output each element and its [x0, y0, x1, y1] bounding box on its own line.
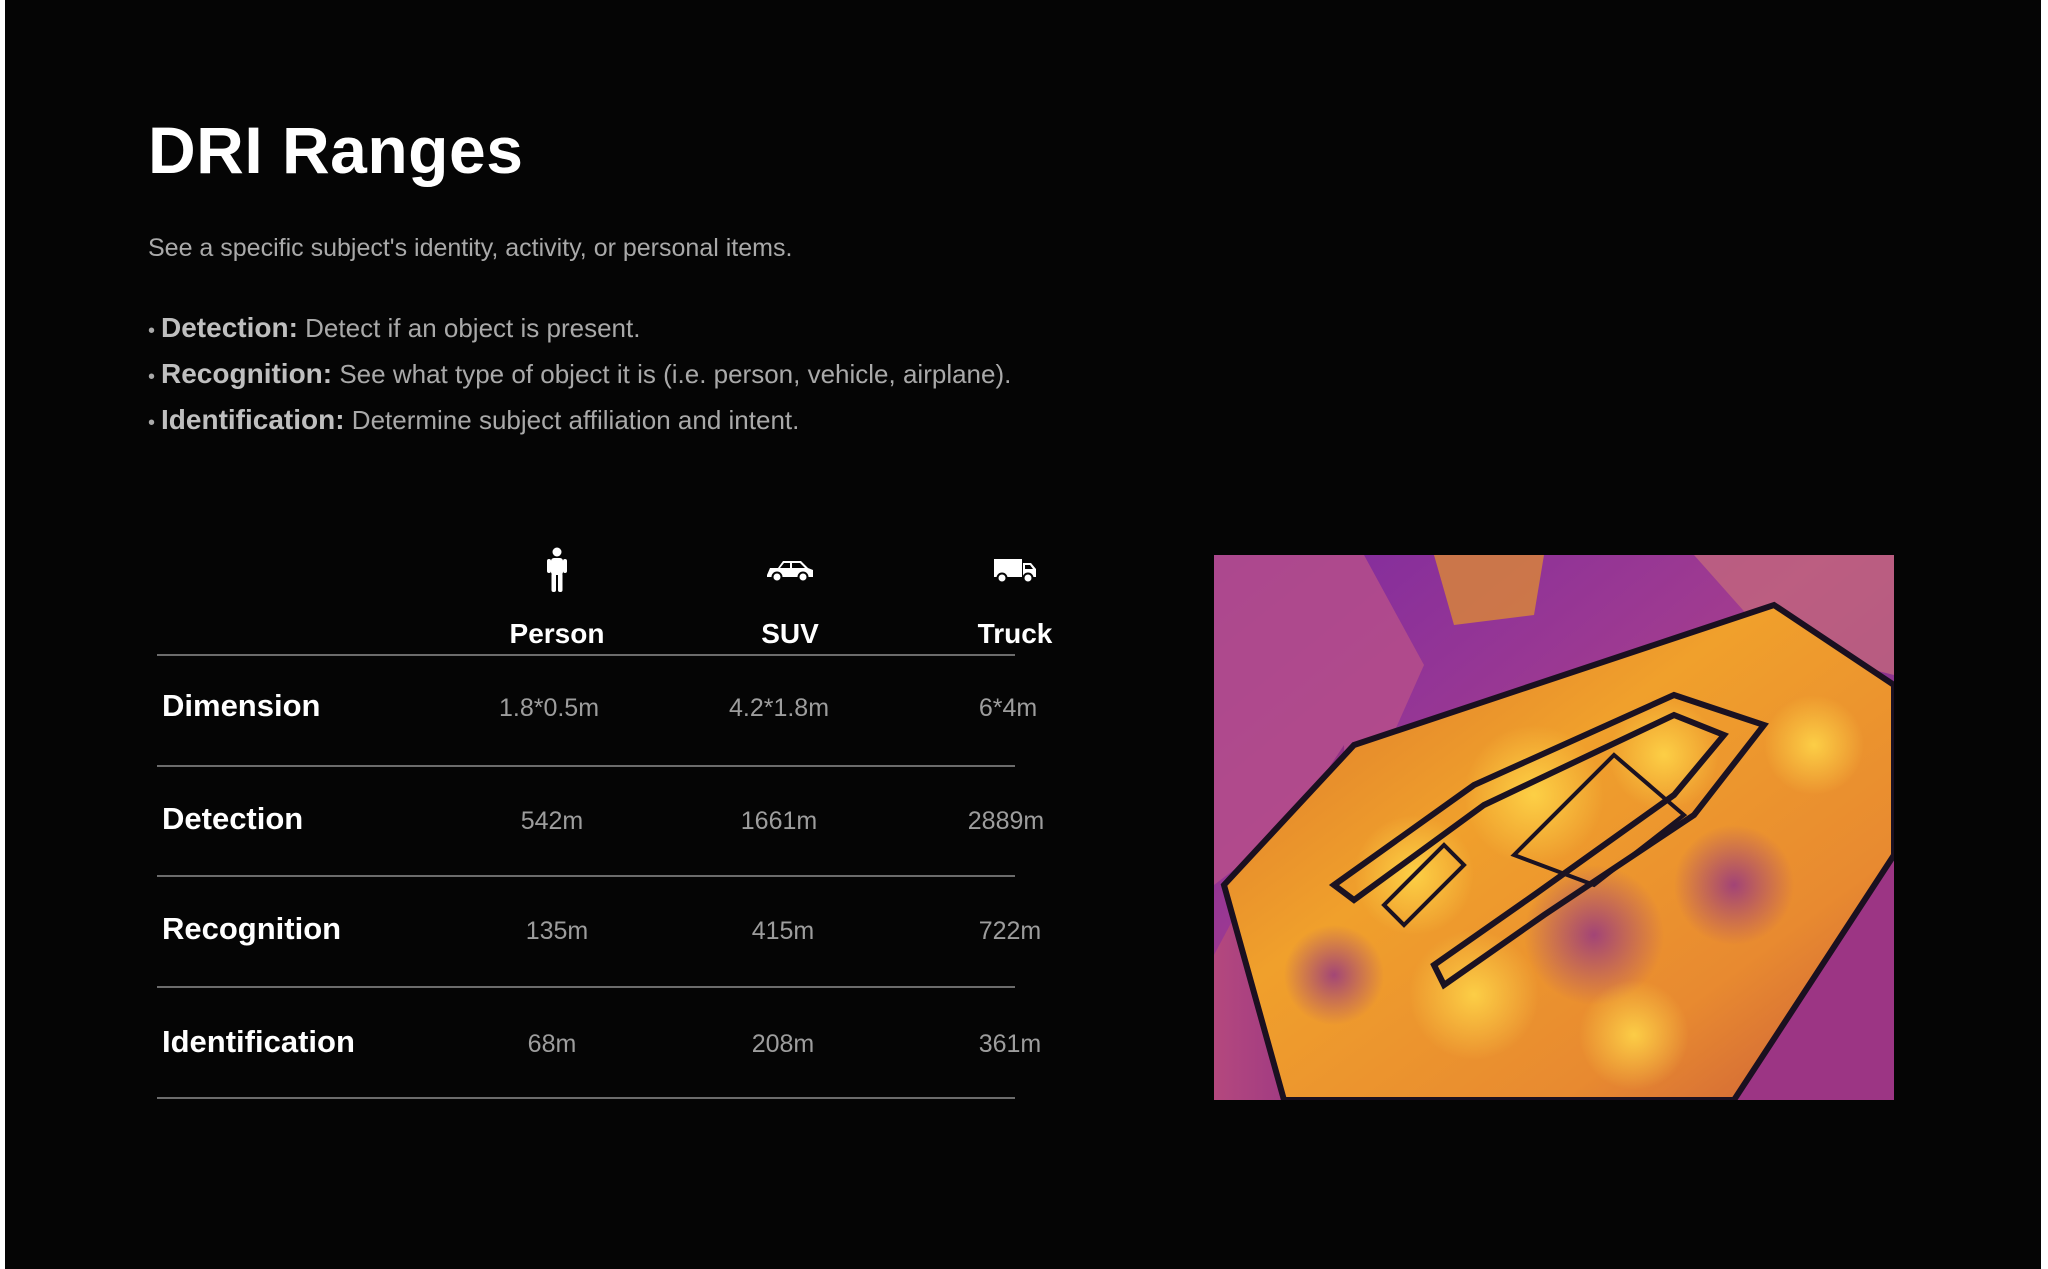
row-label-detection: Detection: [162, 801, 304, 836]
column-label: SUV: [761, 618, 819, 649]
table-divider: [157, 1097, 1015, 1099]
table-divider: [157, 654, 1015, 656]
person-icon: [542, 545, 572, 595]
definition-text: Detect if an object is present.: [305, 313, 641, 343]
column-header-suv: [705, 545, 875, 650]
table-cell: 208m: [751, 1030, 815, 1058]
table-cell: 68m: [527, 1030, 577, 1058]
table-cell: 2889m: [967, 807, 1045, 835]
definition-item-recognition: • Recognition: See what type of object it is (i.e. person, vehicle, airplane).: [148, 358, 1012, 389]
row-label-recognition: Recognition: [162, 911, 342, 946]
definition-item-detection: • Detection: Detect if an object is present.: [148, 312, 641, 343]
table-cell: 415m: [751, 917, 815, 945]
table-divider: [157, 875, 1015, 877]
row-label-identification: Identification: [162, 1024, 355, 1059]
page-title: DRI Ranges: [148, 113, 524, 187]
thermal-aerial-rooftop-image: [1214, 555, 1894, 1100]
definition-text: See what type of object it is (i.e. person, vehicle, airplane).: [339, 359, 1012, 389]
definition-item-identification: • Identification: Determine subject affiliation and intent.: [148, 404, 800, 435]
definition-list: [148, 305, 1011, 443]
table-cell: 1661m: [740, 807, 818, 835]
column-header-person: [472, 545, 642, 650]
table-divider: [157, 765, 1015, 767]
definition-term: Recognition:: [161, 358, 333, 389]
table-cell: 4.2*1.8m: [728, 694, 830, 722]
column-label: Truck: [977, 618, 1053, 649]
definition-term: Identification:: [161, 404, 345, 435]
table-cell: 361m: [978, 1030, 1042, 1058]
truck-icon: [992, 545, 1038, 595]
column-label: Person: [509, 618, 605, 649]
suv-icon: [765, 545, 815, 595]
column-header-truck: [930, 545, 1100, 650]
table-divider: [157, 986, 1015, 988]
definition-text: Determine subject affiliation and intent.: [351, 405, 800, 435]
table-cell: 542m: [520, 807, 584, 835]
definition-term: Detection:: [161, 312, 298, 343]
table-cell: 6*4m: [978, 694, 1038, 722]
dri-panel: [5, 0, 2041, 1269]
page-subtitle: See a specific subject's identity, activity, or personal items.: [148, 234, 793, 262]
row-label-dimension: Dimension: [162, 688, 321, 723]
table-cell: 1.8*0.5m: [498, 694, 600, 722]
table-cell: 135m: [525, 917, 589, 945]
table-cell: 722m: [978, 917, 1042, 945]
